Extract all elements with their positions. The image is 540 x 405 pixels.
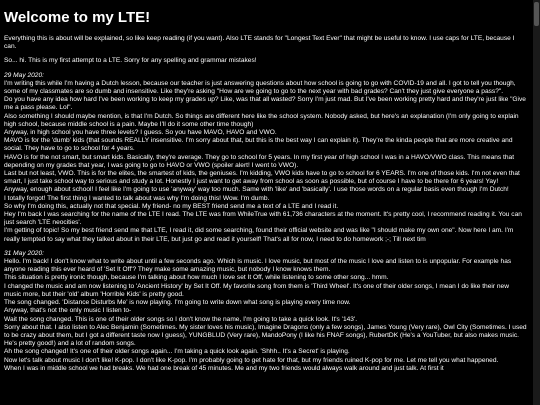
vertical-scrollbar[interactable]: [533, 0, 540, 405]
entry-line: I totally forgot! The first thing I wanted to talk about was why I'm doing this! Wow. I'm dumb.: [4, 194, 270, 202]
intro-paragraph: Everything this is about will be explained, so like keep reading (if you want). Also LTE stands for "Longest Text Ever" that might be useful to know. I use caps for LTE, because I can.: [4, 35, 515, 51]
entries-container: [4, 72, 528, 373]
entry-body: [4, 80, 528, 244]
entry-line: Last but not least, VWO. This is for the elites, the smartest of kids, the geniuses. I'm kidding, VWO kids have to go to school for 6 YEARS. I'm one of those kids. I'm not even that smart, I just take school way to serious and study a lot. Honestly I just want to get away from school as soon as possible, but of course I have to be there for 6 years! Yay!: [4, 170, 520, 186]
entry-line: I'm getting of topic! So my best friend send me that LTE, I read it, did some searching, found their official website and was like "I should make my own one". Now here I am. I'm really tempted to say what they talked about in their LTE, but just go and read it yourself! That's all for now, I need to do homework ;-; Till next tim: [4, 227, 514, 243]
entry-line: Hello. I'm back! I don't know what to write about until a few seconds ago. Which is music. I love music, but most of the music I love and listen to is unpopular. For example has anyone reading this ever heard of 'Set It Off'? They make some amazing music, but nobody I know knows them.: [4, 258, 512, 274]
entry-line: Wait the song changed. This is one of their older songs so I don't know the name, I'm going to take a quick look. It's '143'.: [4, 315, 358, 323]
page-title: Welcome to my LTE!: [4, 9, 151, 26]
entry-line: Anyway, in high school you have three levels? I guess. So you have MAVO, HAVO and VWO.: [4, 129, 277, 137]
entry-line: The song changed. 'Distance Disturbs Me' is now playing. I'm going to write down what song is playing every time now.: [4, 299, 351, 307]
entry-line: Ah the song changed! It's one of their older songs again... I'm taking a quick look again. 'Shhh.. It's a Secret' is playing.: [4, 348, 350, 356]
entry-date: 31 May 2020:: [4, 249, 44, 257]
scrollbar-thumb[interactable]: [534, 2, 539, 26]
entry-line: Anyway, enough about school! I feel like I'm going to use 'anyway' way too much. Same with 'like' and 'basically'. I use those words on a regular basis even though I'm Dutch!: [4, 186, 509, 194]
entry-line: Sorry about that. I also listen to Alec Benjamin (Sometimes. My sister loves his music), Imagine Dragons (only a few songs), James Young (Very rare), Owl City (Sometimes. I used to be crazy about them, but I got a different taste now I guess), YUNGBLUD (Very rare), MandoPony (I like his FNAF songs), RubertDK (He's a YouTuber, but also makes music. He's pretty good!) and a lot of random songs.: [4, 323, 527, 348]
intro-paragraph-2: So... hi. This is my first attempt to a LTE. Sorry for any spelling and grammar mistakes!: [4, 57, 257, 65]
entry-line: I'm writing this while I'm having a Dutch lesson, because our teacher is just answering questions about how school is going to go with COVID-19 and all. I got to tell you though, some of my classmates are so dumb and insensitive. Like they're asking "How are we going to go to the next year with bad grades? Can't they just give everyone a pass?".: [4, 79, 516, 96]
entry-body: [4, 258, 528, 373]
entry-line: When I was in middle school we had breaks. We had one break of 45 minutes. Me and my two friends would always walk around and just talk. At first it: [4, 364, 444, 372]
entry-line: Hey I'm back I was searching for the name of the LTE I read. The LTE was from WhileTrue with 61,736 characters at the moment. It's pretty cool, I recommend reading it. You can just search 'LTE neocities'.: [4, 211, 522, 227]
page-content: [4, 0, 528, 405]
entry-line: HAVO is for the not smart, but smart kids. Basically, they're average. They go to school for 5 years. In my first year of high school I was in a HAVO/VWO class. This means that depending on my grades that year, I was going to go to HAVO or VWO (spoiler alert! I went to VWO).: [4, 153, 515, 169]
entry-line: I changed the music and am now listening to 'Ancient History' by Set It Off. My favorite song from them is 'Third Wheel'. It's one of their older songs, I mean I do like their new music more, but their 'old' album 'Horrible Kids' is pretty good.: [4, 282, 509, 298]
entry-line: Anyway, that's not the only music I listen to-: [4, 307, 132, 315]
entry-line: Now let's talk about music I don't like! K-pop. I don't like K-pop. I'm probably going to get hate for that, but my friends ruined K-pop for me. Let me tell you what happened.: [4, 356, 499, 364]
entry-line: Do you have any idea how hard I've been working to keep my grades up? Like, was that all wasted? Sorry I'm just mad. But I've been working pretty hard and they're just like "Give me a pass please. Lol".: [4, 96, 526, 112]
entry-line: MAVO is for the 'dumb' kids (that sounds REALLY insensitive. I'm sorry about that, but this is the best way I can explain it). They're the kinda people that are more creative and social. They have to go to school for 4 years.: [4, 137, 513, 153]
entry-line: So why I'm doing this, actually not that special. My friend- no my BEST friend send me a text of a LTE and I read it.: [4, 202, 339, 210]
entry-date: 29 May 2020:: [4, 71, 44, 79]
entry-line: This situation is pretty ironic though, because I'm talking about how much I love set It Off, while listening to some other song... hmm.: [4, 274, 389, 282]
entry-line: Also something I should maybe mention, is that I'm Dutch. So things are different here like the school system. Nobody asked, but here's an explanation (I'm only going to explain high school, because middle school is a pain. Maybe I'll do it some other time though): [4, 112, 519, 128]
